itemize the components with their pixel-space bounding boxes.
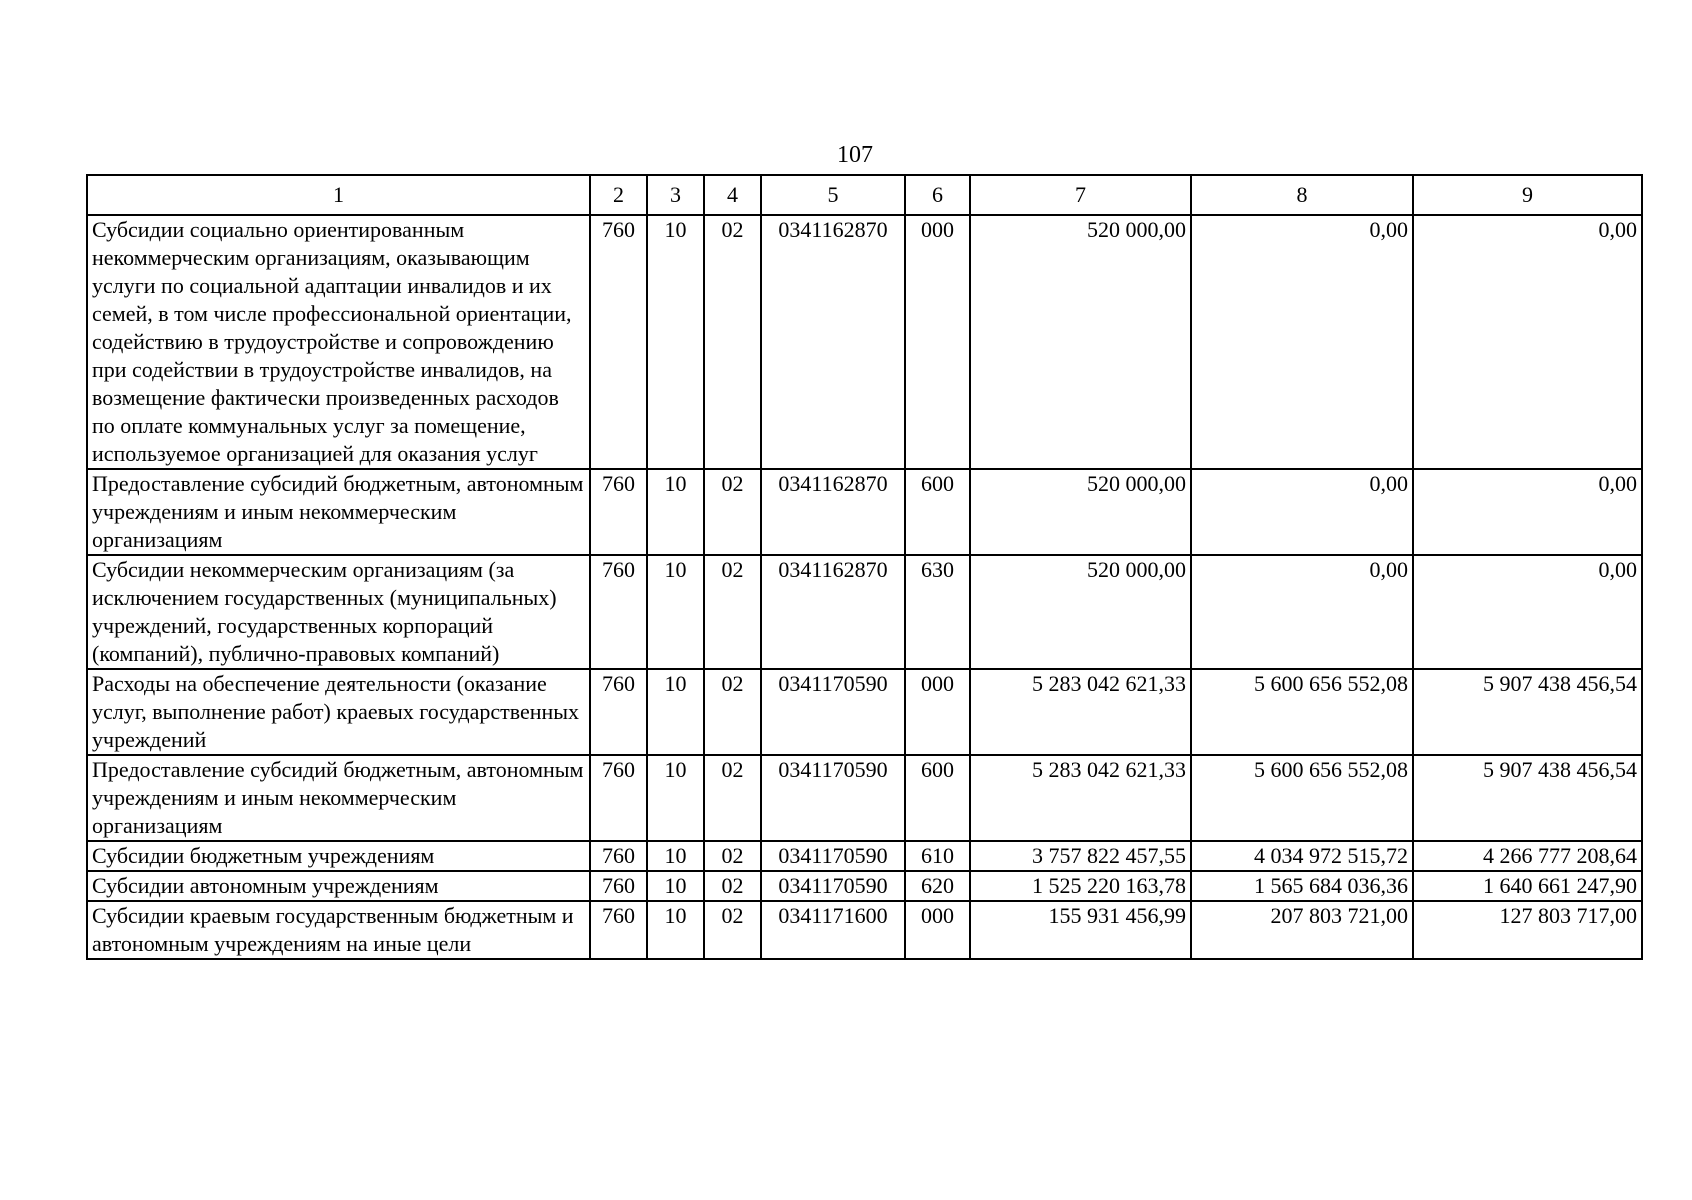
table-row	[87, 555, 1642, 669]
row-amount-col9: 5 907 438 456,54	[1413, 669, 1642, 755]
table-row	[87, 755, 1642, 841]
row-expense-type: 610	[905, 841, 970, 871]
row-amount-col8: 4 034 972 515,72	[1191, 841, 1413, 871]
row-amount-col9: 1 640 661 247,90	[1413, 871, 1642, 901]
row-ministry-code: 760	[590, 901, 647, 959]
table-row	[87, 841, 1642, 871]
row-amount-col7: 520 000,00	[970, 555, 1191, 669]
row-subsection-code: 02	[704, 669, 761, 755]
row-target-code: 0341170590	[761, 669, 905, 755]
row-amount-col7: 1 525 220 163,78	[970, 871, 1191, 901]
row-amount-col9: 0,00	[1413, 555, 1642, 669]
row-amount-col7: 5 283 042 621,33	[970, 669, 1191, 755]
row-name: Субсидии краевым государственным бюджетным и автономным учреждениям на иные цели	[87, 901, 590, 959]
row-ministry-code: 760	[590, 215, 647, 469]
row-name: Субсидии автономным учреждениям	[87, 871, 590, 901]
row-name: Субсидии социально ориентированным некоммерческим организациям, оказывающим услуги по социальной адаптации инвалидов и их семей, в том числе профессиональной ориентации, содействию в трудоустройстве и сопровождению при содействии в трудоустройстве инвалидов, на возмещение фактически произведенных расходов по оплате коммунальных услуг за помещение, используемое организацией для оказания услуг	[87, 215, 590, 469]
row-ministry-code: 760	[590, 669, 647, 755]
row-expense-type: 000	[905, 669, 970, 755]
row-target-code: 0341162870	[761, 215, 905, 469]
table-row	[87, 469, 1642, 555]
row-section-code: 10	[647, 901, 704, 959]
header-col-4: 4	[704, 175, 761, 215]
row-section-code: 10	[647, 669, 704, 755]
row-ministry-code: 760	[590, 469, 647, 555]
row-amount-col8: 5 600 656 552,08	[1191, 669, 1413, 755]
header-col-9: 9	[1413, 175, 1642, 215]
row-amount-col8: 207 803 721,00	[1191, 901, 1413, 959]
row-target-code: 0341170590	[761, 841, 905, 871]
row-amount-col7: 5 283 042 621,33	[970, 755, 1191, 841]
row-name: Предоставление субсидий бюджетным, автономным учреждениям и иным некоммерческим организациям	[87, 469, 590, 555]
row-amount-col9: 127 803 717,00	[1413, 901, 1642, 959]
row-subsection-code: 02	[704, 555, 761, 669]
row-subsection-code: 02	[704, 215, 761, 469]
row-ministry-code: 760	[590, 755, 647, 841]
row-target-code: 0341162870	[761, 469, 905, 555]
row-section-code: 10	[647, 755, 704, 841]
row-amount-col7: 520 000,00	[970, 215, 1191, 469]
row-amount-col9: 0,00	[1413, 469, 1642, 555]
row-subsection-code: 02	[704, 901, 761, 959]
row-target-code: 0341162870	[761, 555, 905, 669]
header-col-1: 1	[87, 175, 590, 215]
row-expense-type: 620	[905, 871, 970, 901]
table-row	[87, 215, 1642, 469]
row-section-code: 10	[647, 469, 704, 555]
row-name: Субсидии некоммерческим организациям (за исключением государственных (муниципальных) учреждений, государственных корпораций (компаний), публично-правовых компаний)	[87, 555, 590, 669]
row-section-code: 10	[647, 555, 704, 669]
header-col-6: 6	[905, 175, 970, 215]
row-subsection-code: 02	[704, 871, 761, 901]
header-col-8: 8	[1191, 175, 1413, 215]
row-name: Субсидии бюджетным учреждениям	[87, 841, 590, 871]
row-expense-type: 630	[905, 555, 970, 669]
header-col-5: 5	[761, 175, 905, 215]
row-expense-type: 000	[905, 901, 970, 959]
header-row	[87, 175, 1642, 215]
row-section-code: 10	[647, 841, 704, 871]
row-name: Расходы на обеспечение деятельности (оказание услуг, выполнение работ) краевых государственных учреждений	[87, 669, 590, 755]
row-amount-col9: 0,00	[1413, 215, 1642, 469]
row-section-code: 10	[647, 215, 704, 469]
row-expense-type: 600	[905, 469, 970, 555]
row-section-code: 10	[647, 871, 704, 901]
row-ministry-code: 760	[590, 871, 647, 901]
row-amount-col9: 5 907 438 456,54	[1413, 755, 1642, 841]
row-amount-col7: 155 931 456,99	[970, 901, 1191, 959]
row-amount-col7: 520 000,00	[970, 469, 1191, 555]
header-col-3: 3	[647, 175, 704, 215]
row-ministry-code: 760	[590, 841, 647, 871]
table-row	[87, 871, 1642, 901]
row-amount-col8: 1 565 684 036,36	[1191, 871, 1413, 901]
row-expense-type: 000	[905, 215, 970, 469]
budget-table	[86, 174, 1643, 960]
table-row	[87, 669, 1642, 755]
row-subsection-code: 02	[704, 469, 761, 555]
row-amount-col8: 0,00	[1191, 555, 1413, 669]
header-col-7: 7	[970, 175, 1191, 215]
header-col-2: 2	[590, 175, 647, 215]
row-name: Предоставление субсидий бюджетным, автономным учреждениям и иным некоммерческим организациям	[87, 755, 590, 841]
row-target-code: 0341171600	[761, 901, 905, 959]
row-amount-col7: 3 757 822 457,55	[970, 841, 1191, 871]
row-ministry-code: 760	[590, 555, 647, 669]
row-target-code: 0341170590	[761, 755, 905, 841]
row-subsection-code: 02	[704, 841, 761, 871]
row-target-code: 0341170590	[761, 871, 905, 901]
row-amount-col9: 4 266 777 208,64	[1413, 841, 1642, 871]
table-row	[87, 901, 1642, 959]
row-expense-type: 600	[905, 755, 970, 841]
page-number: 107	[837, 142, 873, 168]
row-amount-col8: 5 600 656 552,08	[1191, 755, 1413, 841]
row-amount-col8: 0,00	[1191, 469, 1413, 555]
row-subsection-code: 02	[704, 755, 761, 841]
row-amount-col8: 0,00	[1191, 215, 1413, 469]
